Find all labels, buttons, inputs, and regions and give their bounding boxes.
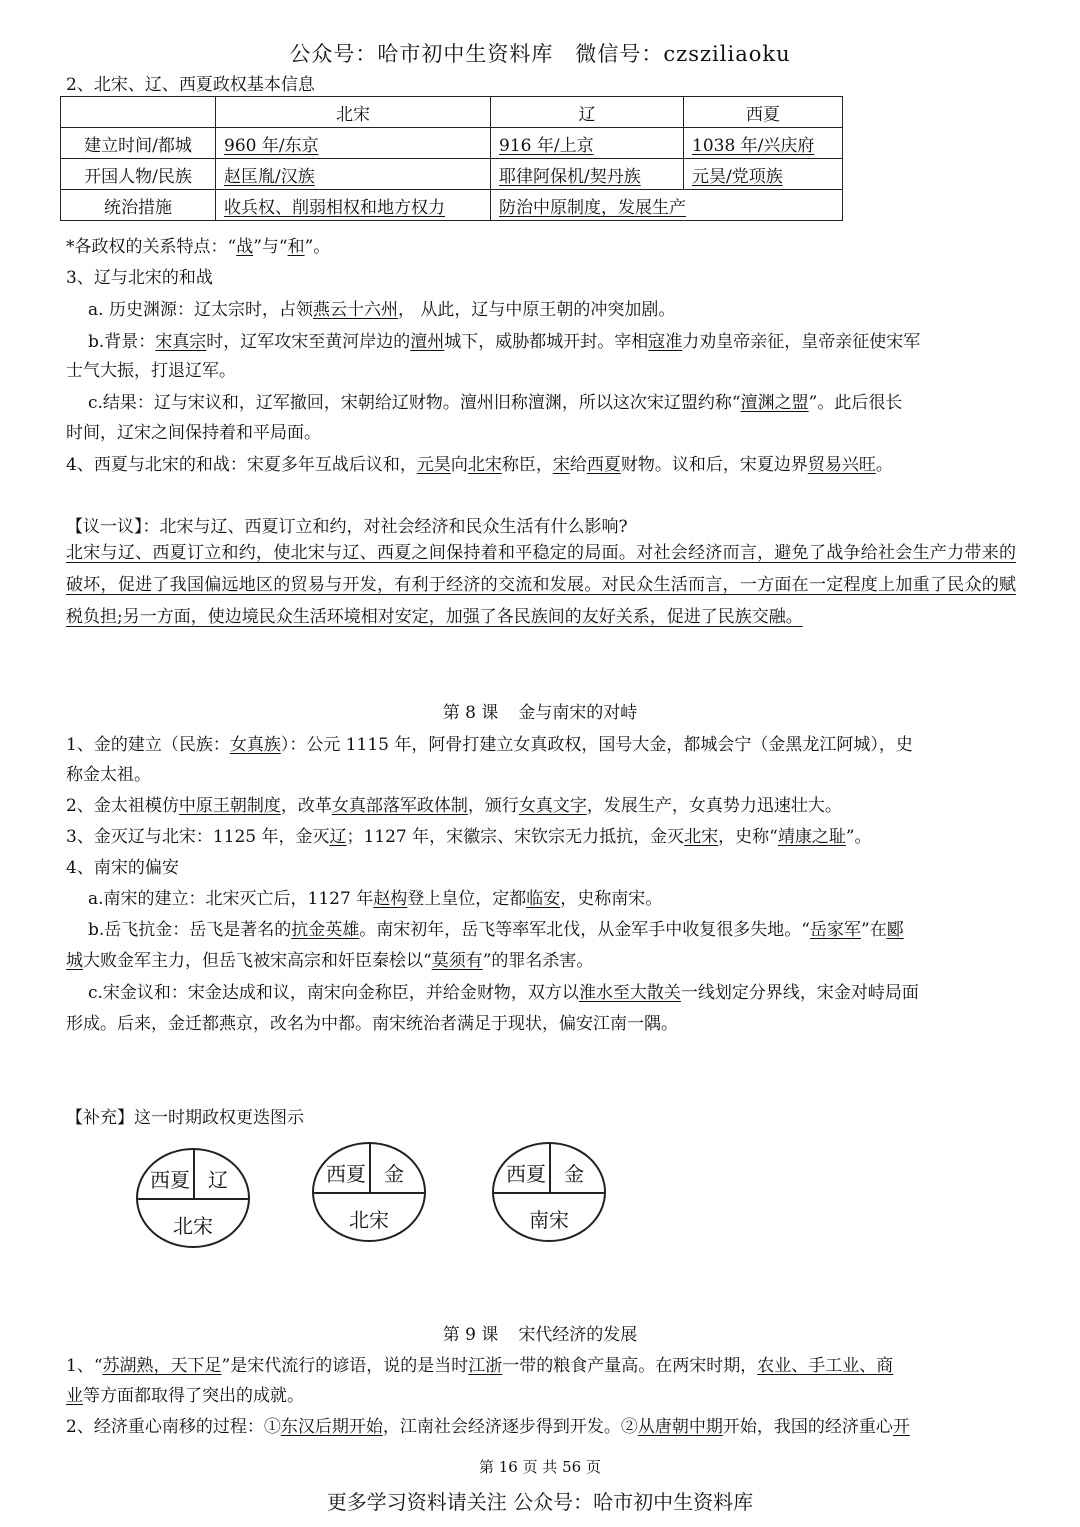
keyword: 开 [892, 1417, 910, 1437]
section-title: 3、辽与北宋的和战 [66, 268, 213, 288]
paragraph-line: 时间，辽宋之间保持着和平局面。 [66, 423, 321, 443]
footer-banner: 更多学习资料请关注 公众号：哈市初中生资料库 [326, 1490, 754, 1514]
text: b.岳飞抗金：岳飞是著名的 [88, 920, 292, 940]
text: c.宋金议和：宋金达成和议，南宋向金称臣，并给金财物，双方以 [88, 983, 579, 1003]
cell-text: 元昊/党项族 [692, 166, 783, 187]
regime-diagram [312, 1142, 426, 1242]
text: ， 从此，辽与中原王朝的冲突加剧。 [397, 300, 676, 320]
cell-text: 916 年/上京 [499, 135, 594, 156]
keyword: 贸易兴旺 [807, 455, 876, 475]
text: 城下，威胁都城开封。宰相 [444, 332, 649, 352]
table-row [61, 128, 843, 159]
paragraph-line [66, 791, 842, 816]
paragraph-line [66, 1351, 893, 1376]
diagram-label: 西夏 [326, 1162, 366, 1186]
section-title: 2、北宋、辽、西夏政权基本信息 [66, 75, 315, 95]
lesson-title [0, 698, 1080, 723]
keyword: 西夏 [586, 455, 621, 475]
section-title: 4、南宋的偏安 [66, 858, 179, 878]
table-header-cell: 辽 [491, 97, 684, 128]
text: ；1127 年，宋徽宗、宋钦宗无力抵抗，金灭 [346, 827, 685, 847]
keyword: 寇准 [648, 332, 683, 352]
paragraph-line [66, 1381, 304, 1406]
lesson-number: 第 8 课 [442, 703, 499, 723]
keyword: 元昊 [416, 455, 451, 475]
keyword: 女真族 [229, 735, 281, 755]
text: 力劝皇帝亲征，皇帝亲征使宋军 [682, 332, 921, 352]
keyword: 莫须有 [431, 951, 483, 971]
lesson-name: 金与南宋的对峙 [518, 703, 638, 723]
text: 向 [450, 455, 468, 475]
keyword: 宋真宗 [155, 332, 207, 352]
keyword: 东汉后期开始 [280, 1417, 383, 1437]
table-row [61, 190, 843, 221]
text: 1、金的建立（民族： [66, 735, 230, 755]
table-header-cell: 北宋 [216, 97, 491, 128]
cell-text: 960 年/东京 [224, 135, 319, 156]
diagram-label: 北宋 [349, 1208, 389, 1232]
table-header-row [61, 97, 843, 128]
text: ）：公元 1115 年，阿骨打建立女真政权，国号大金，都城会宁（金黑龙江阿城），史 [280, 735, 913, 755]
text: 登上皇位，定都 [407, 889, 527, 909]
text: 开始，我国的经济重心 [722, 1417, 893, 1437]
lesson-number: 第 9 课 [442, 1325, 499, 1345]
text: ，改革 [280, 796, 332, 816]
paragraph-line [88, 915, 904, 940]
diagram-label: 金 [564, 1162, 584, 1186]
divider [314, 1192, 424, 1194]
keyword: 苏湖熟，天下足 [102, 1356, 222, 1376]
cell-text: 1038 年/兴庆府 [692, 135, 815, 156]
regime-info-table [60, 96, 843, 221]
keyword: 战 [236, 237, 254, 257]
diagram-label: 辽 [208, 1168, 228, 1192]
lesson-title [0, 1320, 1080, 1345]
paragraph-line [66, 450, 893, 475]
text: ”是宋代流行的谚语，说的是当时 [221, 1356, 469, 1376]
text: 给 [569, 455, 587, 475]
text: ”。 [845, 827, 872, 847]
discussion-question: 【议一议】：北宋与辽、西夏订立和约，对社会经济和民众生活有什么影响? [66, 517, 628, 537]
keyword: 辽 [329, 827, 347, 847]
text: 等方面都取得了突出的成就。 [83, 1386, 304, 1406]
keyword: 靖康之耻 [777, 827, 846, 847]
text: ”。此后很长 [808, 393, 903, 413]
text: 1、“ [66, 1356, 103, 1376]
keyword: 和 [287, 237, 305, 257]
keyword: 女真文字 [518, 796, 587, 816]
text: ”的罪名杀害。 [482, 951, 594, 971]
divider [369, 1144, 371, 1192]
paragraph-line [88, 388, 902, 413]
table-cell [216, 128, 491, 159]
text: c.结果：辽与宋议和，辽军撤回，宋朝给辽财物。澶州旧称澶渊，所以这次宋辽盟约称“ [88, 393, 741, 413]
cell-text: 赵匡胤/汉族 [224, 166, 315, 187]
text: 称臣， [501, 455, 553, 475]
keyword: 澶渊之盟 [740, 393, 809, 413]
text: ，史称南宋。 [560, 889, 663, 909]
keyword: 赵构 [373, 889, 408, 909]
table-row-label: 开国人物/民族 [61, 159, 216, 190]
divider [494, 1192, 604, 1194]
text: ”与“ [253, 237, 288, 257]
text: a.南宋的建立：北宋灭亡后，1127 年 [88, 889, 374, 909]
paragraph-line: 士气大振，打退辽军。 [66, 361, 236, 381]
paragraph-line [88, 978, 919, 1003]
keyword: 农业、手工业、商 [757, 1356, 894, 1376]
cell-text: 收兵权、削弱相权和地方权力 [224, 197, 445, 218]
divider [549, 1144, 551, 1192]
table-row [61, 159, 843, 190]
keyword: 北宋 [684, 827, 719, 847]
header-banner: 公众号：哈市初中生资料库 微信号：czsziliaoku [289, 42, 791, 66]
paragraph-line [88, 884, 662, 909]
text: 2、经济重心南移的过程：① [66, 1417, 281, 1437]
keyword: 宋 [552, 455, 570, 475]
paragraph-line [88, 327, 920, 352]
text: 财物。议和后，宋夏边界 [620, 455, 808, 475]
diagram-label: 南宋 [529, 1208, 569, 1232]
divider [138, 1198, 248, 1200]
text: ，颁行 [467, 796, 519, 816]
text: 2、金太祖模仿 [66, 796, 179, 816]
diagram-label: 西夏 [150, 1168, 190, 1192]
keyword: 从唐朝中期 [637, 1417, 723, 1437]
keyword: 中原王朝制度 [178, 796, 281, 816]
keyword: 临安 [526, 889, 561, 909]
text: ”在 [861, 920, 887, 940]
text: 时，辽军攻宋至黄河岸边的 [206, 332, 411, 352]
keyword: 岳家军 [810, 920, 861, 940]
text: 3、金灭辽与北宋：1125 年，金灭 [66, 827, 330, 847]
table-cell [491, 159, 684, 190]
table-cell [491, 190, 843, 221]
diagram-label: 西夏 [506, 1162, 546, 1186]
paragraph-line: 称金太祖。 [66, 765, 151, 785]
text: 一带的粮食产量高。在两宋时期， [502, 1356, 758, 1376]
table-cell [491, 128, 684, 159]
text: 一线划定分界线，宋金对峙局面 [680, 983, 919, 1003]
table-row-label: 统治措施 [61, 190, 216, 221]
text: 。南宋初年，岳飞等率军北伐，从金军手中收复很多失地。“ [359, 920, 810, 940]
diagram-label: 金 [384, 1162, 404, 1186]
text: b.背景： [88, 332, 156, 352]
paragraph-line [88, 295, 675, 320]
keyword: 城 [66, 951, 83, 971]
page-number: 第 16 页 共 56 页 [478, 1458, 601, 1476]
regime-diagram [492, 1142, 606, 1242]
keyword: 北宋 [467, 455, 502, 475]
table-cell [684, 159, 843, 190]
paragraph-line [66, 1412, 910, 1437]
supplement-title: 【补充】这一时期政权更迭图示 [66, 1108, 304, 1128]
lesson-name: 宋代经济的发展 [518, 1325, 638, 1345]
keyword: 澶州 [410, 332, 445, 352]
table-cell [684, 128, 843, 159]
paragraph-line [66, 822, 872, 847]
divider [193, 1150, 195, 1198]
table-header-cell: 西夏 [684, 97, 843, 128]
paragraph-line [66, 730, 913, 755]
table-cell [216, 159, 491, 190]
text: a. 历史渊源：辽太宗时，占领 [88, 300, 313, 320]
text: ，发展生产，女真势力迅速壮大。 [586, 796, 842, 816]
relation-line [66, 232, 330, 257]
keyword: 淮水至大散关 [578, 983, 681, 1003]
text: ，史称“ [718, 827, 778, 847]
table-row-label: 建立时间/都城 [61, 128, 216, 159]
text: *各政权的关系特点：“ [66, 237, 237, 257]
text: ”。 [304, 237, 331, 257]
keyword: 女真部落军政体制 [331, 796, 468, 816]
text: ，江南社会经济逐步得到开发。② [382, 1417, 638, 1437]
text: 4、西夏与北宋的和战：宋夏多年互战后议和， [66, 455, 417, 475]
paragraph-line [66, 946, 593, 971]
keyword: 抗金英雄 [291, 920, 360, 940]
cell-text: 耶律阿保机/契丹族 [499, 166, 641, 187]
discussion-answer: 北宋与辽、西夏订立和约，使北宋与辽、西夏之间保持着和平稳定的局面。对社会经济而言，避免了战争给社会生产力带来的破坏，促进了我国偏远地区的贸易与开发，有利于经济的交流和发展。对民众生活而言，一方面在一定程度上加重了民众的赋税负担;另一方面，使边境民众生活环境相对安定，加强了各民族间的友好关系，促进了民族交融。 [66, 543, 1016, 627]
paragraph-line: 形成。后来，金迁都燕京，改名为中都。南宋统治者满足于现状，偏安江南一隅。 [66, 1014, 678, 1034]
keyword: 燕云十六州 [312, 300, 398, 320]
diagram-label: 北宋 [173, 1214, 213, 1238]
table-cell [216, 190, 491, 221]
table-corner-cell [61, 97, 216, 128]
keyword: 郾 [886, 920, 904, 940]
keyword: 江浙 [468, 1356, 503, 1376]
text: 。 [875, 455, 893, 475]
keyword: 业 [66, 1386, 83, 1406]
regime-diagram [136, 1148, 250, 1248]
cell-text: 防治中原制度，发展生产 [499, 197, 686, 218]
text: 大败金军主力，但岳飞被宋高宗和奸臣秦桧以“ [83, 951, 432, 971]
